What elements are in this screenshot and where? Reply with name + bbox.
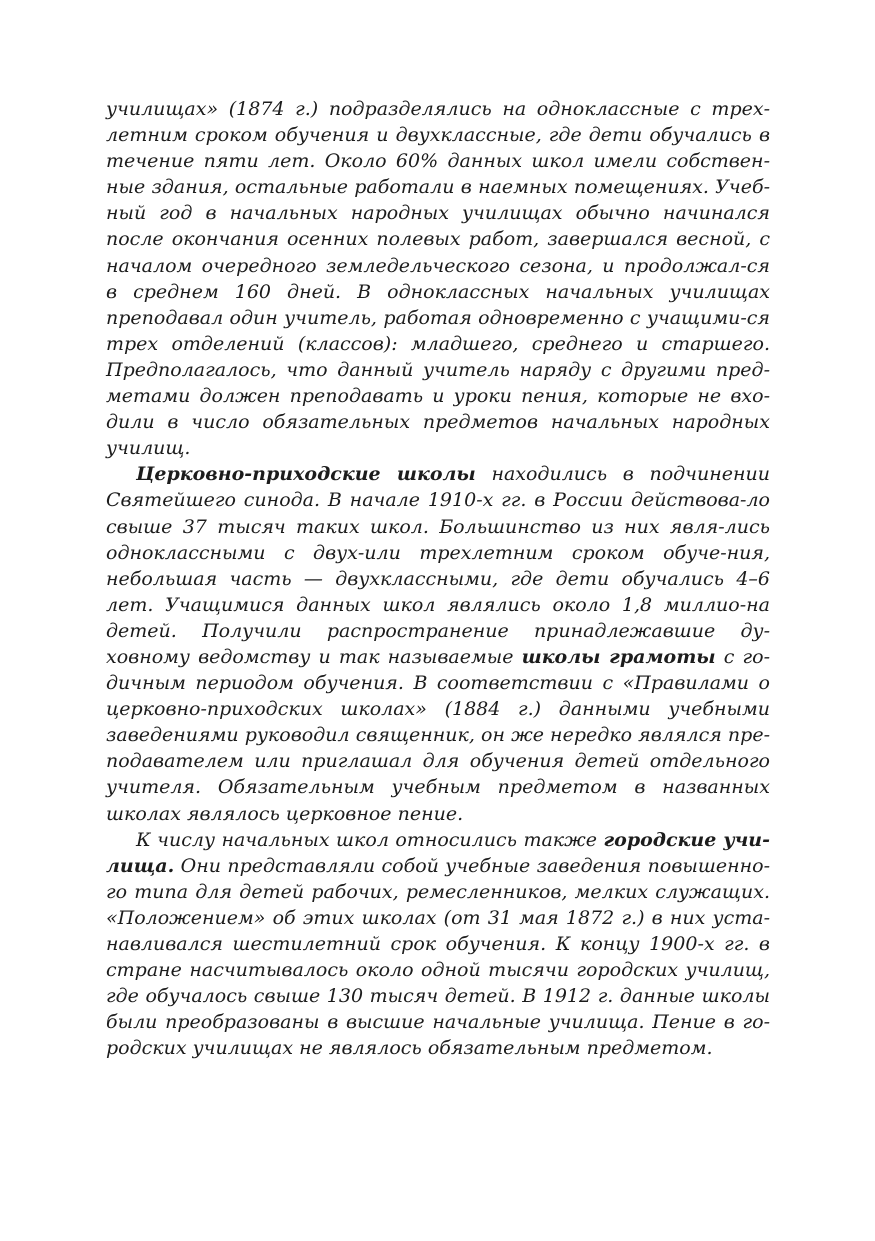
paragraph-primary-schools <box>106 96 770 461</box>
paragraph-text: Они представляли собой учебные заведения повышенно-го типа для детей рабочих, ремесленников, мелких служащих. «Положением» об этих школах (от 31 мая 1872 г.) в них уста-навливался шестилетний срок обучения. К концу 1900-х гг. в стране насчитывалось около одной тысячи городских училищ, где обучалось свыше 130 тысяч детей. В 1912 г. данные школы были преобразованы в высшие начальные училища. Пение в го-родских училищах не являлось обязательным предметом. <box>106 854 770 1060</box>
document-page <box>106 96 770 1061</box>
paragraph-text: с го-дичным периодом обучения. В соответствии с «Правилами о церковно-приходских школах» (1884 г.) данными учебными заведениями руководил священник, он же нередко являлся пре-подавателем или приглашал для обучения детей отдельного учителя. Обязательным учебным предметом в названных школах являлось церковное пение. <box>106 645 771 825</box>
paragraph-city-schools <box>106 827 770 1062</box>
term-literacy-schools: школы грамоты <box>521 645 716 668</box>
term-parish-schools: Церковно-приходские школы <box>136 463 476 486</box>
term-city-schools: городские учи-лища. <box>106 828 770 877</box>
paragraph-text: училищах» (1874 г.) подразделялись на одноклассные с трех-летним сроком обучения и двухклассные, где дети обучались в течение пяти лет. Около 60% данных школ имели собствен-ные здания, остальные работали в наемных помещениях. Учеб-ный год в начальных народных училищах обычно начинался после окончания осенних полевых работ, завершался весной, с началом очередного земледельческого сезона, и продолжал-ся в среднем 160 дней. В одноклассных начальных училищах преподавал один учитель, работая одновременно с учащими-ся трех отделений (классов): младшего, среднего и старшего. Предполагалось, что данный учитель наряду с другими пред-метами должен преподавать и уроки пения, которые не вхо-дили в число обязательных предметов начальных народных училищ. <box>106 98 770 460</box>
paragraph-text: находились в подчинении Святейшего синода. В начале 1910-х гг. в России действова-ло свыше 37 тысяч таких школ. Большинство из них явля-лись одноклассными с двух-или трехлетним сроком обуче-ния, небольшая часть — двухклассными, где дети обучались 4–6 лет. Учащимися данных школ являлись около 1,8 миллио-на детей. Получили распространение принадлежавшие ду-ховному ведомству и так называемые <box>106 463 770 668</box>
paragraph-parish-schools <box>106 461 770 826</box>
paragraph-text: К числу начальных школ относились также <box>136 828 604 851</box>
